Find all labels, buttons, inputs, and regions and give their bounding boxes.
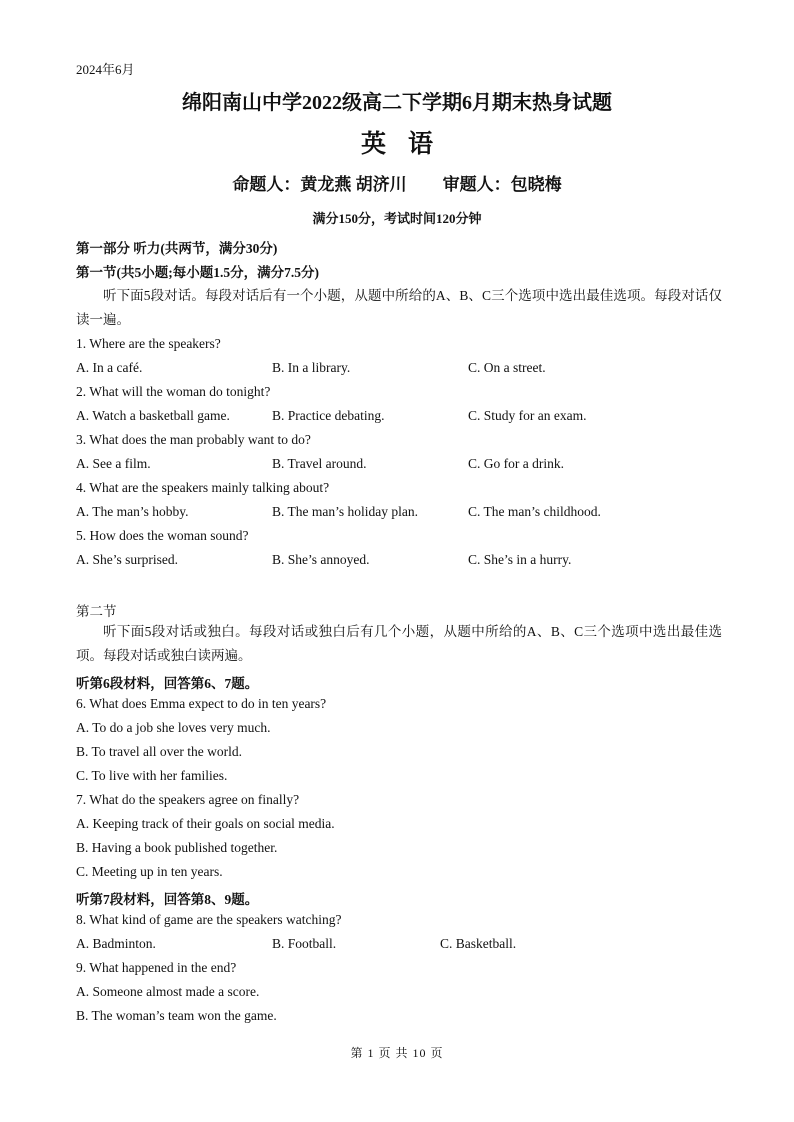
section2-heading: 第二节	[76, 604, 117, 619]
q2-option-c: C. Study for an exam.	[468, 408, 587, 423]
material-6-heading: 听第6段材料，回答第6、7题。	[76, 676, 259, 691]
q7-option-c: C. Meeting up in ten years.	[76, 864, 223, 879]
q3-option-b: B. Travel around.	[272, 456, 367, 471]
exam-info: 满分150分，考试时间120分钟	[312, 211, 482, 226]
q2-option-b: B. Practice debating.	[272, 408, 385, 423]
q8-option-b: B. Football.	[272, 936, 337, 951]
question-4: 4. What are the speakers mainly talking about?	[76, 480, 330, 495]
q1-option-b: B. In a library.	[272, 360, 351, 375]
question-3: 3. What does the man probably want to do?	[76, 432, 311, 447]
q1-option-c: C. On a street.	[468, 360, 546, 375]
question-6: 6. What does Emma expect to do in ten years?	[76, 696, 327, 711]
material-7-heading: 听第7段材料，回答第8、9题。	[76, 892, 259, 907]
section1-heading: 第一节(共5小题;每小题1.5分，满分7.5分)	[76, 265, 319, 280]
question-5: 5. How does the woman sound?	[76, 528, 249, 543]
q3-option-c: C. Go for a drink.	[468, 456, 564, 471]
part1-heading: 第一部分 听力(共两节，满分30分)	[76, 241, 278, 256]
question-9: 9. What happened in the end?	[76, 960, 237, 975]
page-number: 第 1 页 共 10 页	[350, 1046, 444, 1060]
q1-option-a: A. In a café.	[76, 360, 143, 375]
q7-option-b: B. Having a book published together.	[76, 840, 278, 855]
q4-option-c: C. The man’s childhood.	[468, 504, 601, 519]
q8-option-a: A. Badminton.	[76, 936, 156, 951]
exam-authors	[0, 170, 794, 195]
q5-option-b: B. She’s annoyed.	[272, 552, 370, 567]
q5-option-c: C. She’s in a hurry.	[468, 552, 572, 567]
q9-option-a: A. Someone almost made a score.	[76, 984, 260, 999]
question-2: 2. What will the woman do tonight?	[76, 384, 271, 399]
q3-option-a: A. See a film.	[76, 456, 151, 471]
q9-option-b: B. The woman’s team won the game.	[76, 1008, 277, 1023]
section1-instructions: 听下面5段对话。每段对话后有一个小题，从题中所给的A、B、C三个选项中选出最佳选项。每段对话仅读一遍。	[76, 288, 722, 327]
setters: 命题人：黄龙燕 胡济川	[232, 175, 407, 194]
q6-option-b: B. To travel all over the world.	[76, 744, 243, 759]
q5-option-a: A. She’s surprised.	[76, 552, 178, 567]
question-7: 7. What do the speakers agree on finally?	[76, 792, 300, 807]
q2-option-a: A. Watch a basketball game.	[76, 408, 230, 423]
q6-option-a: A. To do a job she loves very much.	[76, 720, 271, 735]
exam-title: 绵阳南山中学2022级高二下学期6月期末热身试题	[182, 92, 612, 114]
exam-subject: 英语	[360, 131, 455, 158]
section2-instructions: 听下面5段对话或独白。每段对话或独白后有几个小题，从题中所给的A、B、C三个选项中选出最佳选项。每段对话或独白读两遍。	[76, 624, 722, 663]
question-8: 8. What kind of game are the speakers watching?	[76, 912, 342, 927]
q4-option-b: B. The man’s holiday plan.	[272, 504, 418, 519]
exam-date: 2024年6月	[76, 62, 135, 77]
question-1: 1. Where are the speakers?	[76, 336, 221, 351]
q7-option-a: A. Keeping track of their goals on social media.	[76, 816, 335, 831]
q8-option-c: C. Basketball.	[440, 936, 517, 951]
q6-option-c: C. To live with her families.	[76, 768, 228, 783]
q4-option-a: A. The man’s hobby.	[76, 504, 189, 519]
reviewer: 审题人：包晓梅	[442, 175, 562, 194]
